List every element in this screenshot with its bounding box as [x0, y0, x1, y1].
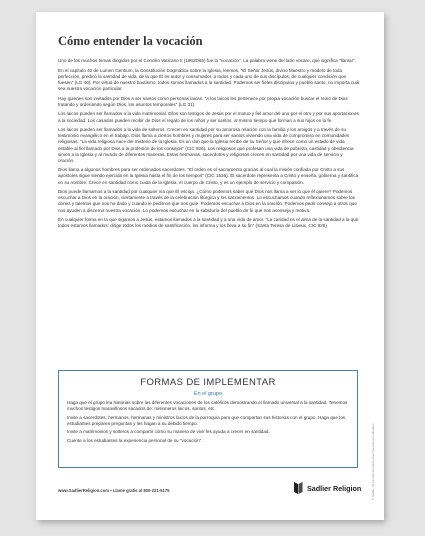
list-item: Cuente a los estudiantes la experiencia personal de su "vocación".	[67, 437, 203, 443]
copyright-note	[367, 422, 377, 500]
list-item: Invite a matrimonios y solteros a compartir cómo su manera de vivir les ayuda a crecer en santidad.	[67, 429, 270, 435]
box-title: FORMAS DE IMPLEMENTAR	[140, 377, 276, 388]
footer-contact[interactable]: www.SadlierReligion.com • Llame gratis al 800-221-5175	[58, 488, 170, 493]
paragraph: Los laicos pueden ser llamados a la vida matrimonial. Ellos son testigos de Jesús por el mutuo y fiel amor del uno por el otro y por sus aportaciones a la sociedad. Los casados pueden recibir de Dios el regalo de los niños y ser santos, al mismo tiempo que forman a sus hijos en la fe.	[58, 111, 359, 123]
sadlier-logo	[292, 480, 361, 496]
box-subtitle: En el grupo	[193, 391, 223, 397]
worksheet-page	[36, 12, 384, 520]
page-title: Cómo entender la vocación	[58, 34, 203, 48]
implementation-box	[58, 370, 358, 468]
paragraph: Dios puede llamarnos a la santidad por cualquier vía que Él escoja. ¿Cómo podemos saber qué Dios nos llama a ser lo que él quiere? Podemos escuchar a Dios en la oración, ciertamente a través de la celebración litúrgica y los sacramentos. Lo escuchamos cuando reflexionamos sobre los dones y talentos que nos ha dado y cuando le pedimos que nos guíe. Podemos escuchar a Dios en la oración. Podemos pedir consejo a otros que nos ayuden a discernir nuestra vocación. Lo podemos escuchar en la sabiduría del pueblo de fe que nos aconseja y motiva.	[58, 189, 357, 213]
paragraph: Uno de los muchos temas dirigidos por el Concilio Vaticano II (1962D65) fue la "vocación". La palabra viene del latín vocare, que significa "llamar".	[58, 58, 357, 63]
brand-name: Sadlier Religion	[307, 483, 362, 493]
list-item: Invite a sacerdotes, hermanos, hermanas y ministros laicos de la parroquia para que compartan sus historias con el grupo. Haga que los estudiantes preparen preguntas y les hagan a su debido tiempo.	[67, 414, 346, 426]
paragraph: En cualquier forma en la que sigamos a Jesús, estamos llamados a la santidad y a una vida de amor. "La caridad es el alma de la santidad a la que todos estamos llamados: dirige todos los medios de santificación, los informa y los lleva a su fin" (Santa Teresa de Lisieux, CIC 826).	[58, 217, 359, 229]
paragraph: Los laicos pueden ser llamados a la vida de solteros. Crecen en santidad por su amorosa relación con la familia y los amigos y a través de su testimonio evangélico en el trabajo. Dios llama a ciertos hombres y mujeres para ser santos viviendo una vida de compromiso en comunidades religiosas. "La vida religiosa nace del misterio de la Iglesia. Es un don que la Iglesia recibe de su Señor y que ofrece como un estado de vida estable al fiel llamado por Dios a la profesión de los consejos" (CIC 926). Los religiosos que profesan una vida de pobreza, castidad y obediencia sirven a la Iglesia y al mundo de diferentes maneras. Estas hermanas, sacerdotes y religiosos crecen en santidad por una vida de servicio y oración.	[58, 127, 354, 163]
list-item: Haga que el grupo lea historias sobre las diferentes vocaciones de los católicos demostrando el llamado universal a la santidad. Tenemos muchos testigos maravillosos sacados de: misioneros laicos, santos, etc.	[67, 400, 348, 411]
paragraph: En el capítulo 40 de Lumen Gentium, la Constitución Dogmática sobre la Iglesia, leemos, "El Señor Jesús, divino Maestro y modelo de toda perfección, predicó la santidad de vida, de la que Él es autor y consumador, a todos y cada uno de sus discípulos, de cualquier condición que fuesen" (LG 40). Por virtud de nuestro bautismo, todos somos llamados a la santidad. Podemos ser fieles discípulos y pueblo santo, no importa cuál sea nuestra vocación particular.	[58, 67, 360, 91]
body-text	[58, 58, 360, 233]
paragraph: Hay quienes son invitados por Dios a ser santos como personas laicas. "A los laicos les pertenece por propia vocación buscar el reino de Dios tratando y ordenando según Dios, los asuntos temporales" (LG 31).	[58, 95, 348, 107]
box-items	[67, 400, 349, 444]
paragraph: Dios llama a algunos hombres para ser ordenados sacerdotes. "El orden es el sacramento gracias al cual la misión confiada por Cristo a sus apóstoles sigue siendo ejercida en la Iglesia hasta el fin de los tiempos" (CIC 1536). El sacerdote representa a Cristo y enseña, gobierna y santifica en su nombre. Crece en santidad como cuida de la Iglesia, el cuerpo de Cristo, y es un ejemplo de servicio y compasión.	[58, 167, 359, 185]
sadlier-logo-icon	[292, 481, 304, 495]
copyright-text: © Sadlier. Se permite reproducir esta hoja para uso educativo.	[371, 422, 375, 500]
